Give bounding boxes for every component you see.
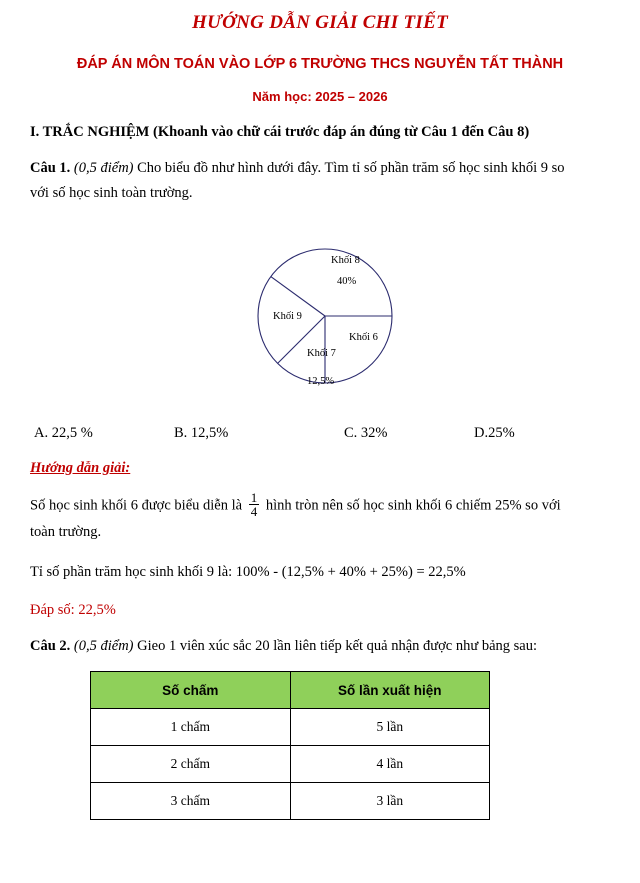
section-heading-multiple-choice: I. TRẮC NGHIỆM (Khoanh vào chữ cái trước đáp án đúng từ Câu 1 đến Câu 8) bbox=[30, 124, 530, 140]
option-a[interactable]: A. 22,5 % bbox=[34, 424, 93, 441]
table-header-row bbox=[91, 672, 490, 709]
question-1-statement bbox=[30, 156, 610, 207]
option-c[interactable]: C. 32% bbox=[344, 424, 388, 441]
option-d[interactable]: D.25% bbox=[474, 424, 515, 441]
fraction-numerator: 1 bbox=[250, 489, 258, 505]
pie-chart-figure bbox=[30, 215, 610, 415]
pie-slice-label-khoi-9: Khối 9 bbox=[273, 310, 302, 322]
fraction-one-quarter bbox=[249, 491, 260, 519]
final-answer: Đáp số: 22,5% bbox=[30, 601, 116, 618]
table-cell-count: 3 lần bbox=[290, 783, 489, 820]
table-cell-face: 2 chấm bbox=[91, 746, 291, 783]
table-cell-count: 5 lần bbox=[290, 709, 489, 746]
table-cell-count: 4 lần bbox=[290, 746, 489, 783]
question-1-options bbox=[30, 425, 610, 442]
question-1-text-line-1: Cho biểu đồ như hình dưới đây. Tìm tỉ số phần trăm số học sinh khối 9 so bbox=[137, 160, 565, 176]
page-title: HƯỚNG DẪN GIẢI CHI TIẾT bbox=[192, 12, 448, 33]
pie-slice-label-khoi-6: Khối 6 bbox=[349, 331, 378, 343]
table-row bbox=[91, 783, 490, 820]
frequency-table bbox=[90, 671, 490, 820]
table-row bbox=[91, 709, 490, 746]
pie-chart bbox=[225, 219, 425, 414]
solution-text-before-fraction: Số học sinh khối 6 được biểu diễn là bbox=[30, 497, 243, 514]
fraction-denominator: 4 bbox=[250, 504, 258, 520]
solution-text-after-fraction: hình tròn nên số học sinh khối 6 chiếm 25% so với bbox=[265, 497, 561, 514]
pie-slice-label-khoi-7: Khối 7 bbox=[307, 347, 336, 359]
question-2-label: Câu 2. bbox=[30, 637, 71, 654]
question-1-text-line-2: với số học sinh toàn trường. bbox=[30, 185, 193, 202]
solution-line-3: Tỉ số phần trăm học sinh khối 9 là: 100% - (12,5% + 40% + 25%) = 22,5% bbox=[30, 564, 466, 581]
option-b[interactable]: B. 12,5% bbox=[174, 424, 229, 441]
question-2-points: (0,5 điểm) bbox=[73, 637, 134, 654]
table-row bbox=[91, 746, 490, 783]
solution-line-2: toàn trường. bbox=[30, 524, 102, 541]
page-subtitle: ĐÁP ÁN MÔN TOÁN VÀO LỚP 6 TRƯỜNG THCS NGUYỄN TẤT THÀNH bbox=[76, 56, 564, 72]
pie-slice-value-khoi-7: 12,5% bbox=[307, 375, 335, 387]
solution-heading: Hướng dẫn giải: bbox=[30, 459, 131, 476]
table-cell-face: 1 chấm bbox=[91, 709, 291, 746]
question-1-label: Câu 1. bbox=[30, 160, 71, 176]
question-1-points: (0,5 điểm) bbox=[73, 160, 134, 176]
question-2-text: Gieo 1 viên xúc sắc 20 lần liên tiếp kết quả nhận được như bảng sau: bbox=[137, 637, 538, 654]
question-2-statement bbox=[30, 634, 610, 659]
school-year: Năm học: 2025 – 2026 bbox=[252, 89, 388, 104]
table-cell-face: 3 chấm bbox=[91, 783, 291, 820]
solution-line-1 bbox=[30, 489, 610, 546]
pie-slice-value-khoi-8: 40% bbox=[337, 275, 357, 287]
table-header-so-lan: Số lần xuất hiện bbox=[290, 672, 489, 709]
table-header-so-cham: Số chấm bbox=[91, 672, 291, 709]
pie-slice-label-khoi-8: Khối 8 bbox=[331, 254, 360, 266]
